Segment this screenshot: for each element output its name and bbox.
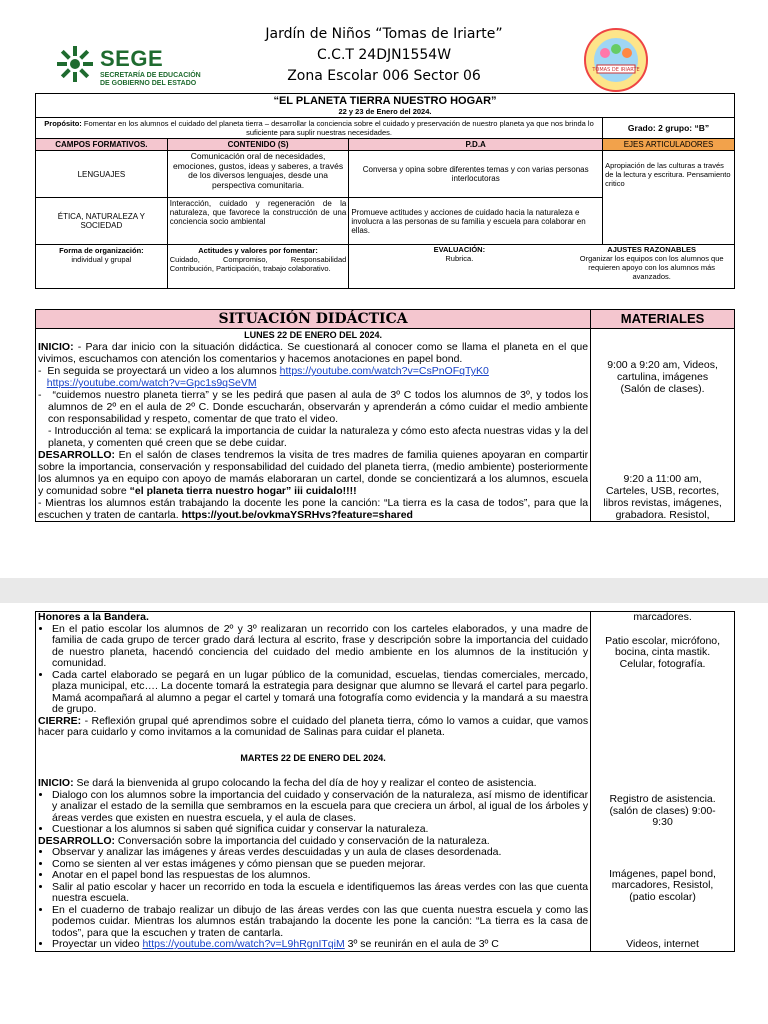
materiales-e: Videos, internet — [626, 938, 699, 950]
pda-etica: Promueve actitudes y acciones de cuidado hacia la naturaleza e involucra a las personas de su familia y escuela para colaborar en ellas. — [349, 198, 603, 245]
list-item: • Como se sienten al ver estas imágenes y cómo piensan que se pueden mejorar. — [52, 859, 588, 871]
inicio2-list — [38, 790, 588, 836]
inicio2-paragraph: INICIO: Se dará la bienvenida al grupo colocando la fecha del día de hoy y realizar el conteo de asistencia. — [38, 777, 537, 789]
materiales-col — [591, 329, 735, 522]
day2-heading: MARTES 22 DE ENERO DEL 2024. — [240, 752, 386, 763]
materiales-d: Imágenes, papel bond, marcadores, Resistol, (patio escolar) — [609, 867, 716, 903]
desarrollo2-paragraph: DESARROLLO: Conversación sobre la importancia del cuidado y conservación de la naturaleza. — [38, 834, 490, 847]
list-item: • Dialogo con los alumnos sobre la importancia del cuidado y conservación de la naturaleza, así mismo de identificar y analizar el estado de la semilla que sembramos en la escuela para que creciera un árbol, al igual de los árboles y áreas verdes que existen en nuestra escuela, y el aula de clases. — [52, 790, 588, 825]
honores-heading: Honores a la Bandera. — [38, 611, 149, 623]
campo-lenguajes: LENGUAJES — [36, 151, 168, 198]
situacion-table-continued — [35, 611, 735, 952]
actitudes-valores: Actitudes y valores por fomentar: Cuidado, Compromiso, Responsabilidad Contribución, Participación, trabajo colaborativo. — [167, 245, 349, 289]
evaluacion: EVALUACIÓN: Rubrica. — [433, 245, 486, 263]
list-item: • Cada cartel elaborado se pegará en un lugar público de la comunidad, escuelas, tiendas comerciales, mercado, plaza municipal, etc…. La docente tomará la estrategia para designar que alumno se llevará el cartel para pegarlo. Mamá acompañará al alumno a pegar el cartel y tomará una fotografía como evidencia y la mandará a su maestra de grupo. — [52, 670, 588, 716]
plan-title: “EL PLANETA TIERRA NUESTRO HOGAR” — [273, 95, 497, 107]
materiales-c: Registro de asistencia. (salón de clases) 9:00-9:30 — [609, 793, 716, 828]
list-item: • Proyectar un video https://youtube.com/watch?v=L9hRgnITqiM 3º se reunirán en el aula de 3º C — [52, 939, 588, 951]
header-campos: CAMPOS FORMATIVOS. — [36, 139, 168, 151]
video-link-1[interactable]: https://youtube.com/watch?v=CsPnOFqTyK0 — [279, 365, 489, 377]
purpose-cell — [36, 118, 603, 139]
cancion-paragraph: - Mientras los alumnos están trabajando la docente les pone la canción: “La tierra es la casa de todos”, para que la escuchen y traten de cantarla. https://yout.be/ovkmaYSRHvs?feature=shared — [38, 497, 589, 521]
video-link-3[interactable]: https://youtube.com/watch?v=L9hRgnITqiM — [142, 938, 345, 950]
cancion-link[interactable]: https://yout.be/ovkmaYSRHvs?feature=shared — [181, 509, 413, 521]
header-ejes: EJES ARTICULADORES — [603, 139, 735, 151]
video-item: - En seguida se proyectará un video a los alumnos https://youtube.com/watch?v=CsPnOFqTyK0 https://youtube.com/watch?v=Gpc1s9qSeVM — [38, 365, 489, 389]
honores-list — [38, 624, 588, 716]
eval-ajustes-cell — [349, 245, 735, 289]
svg-text:TOMAS DE IRIARTE: TOMAS DE IRIARTE — [592, 67, 640, 73]
day1-heading: LUNES 22 DE ENERO DEL 2024. — [244, 330, 382, 340]
materiales-1: 9:00 a 9:20 am, Videos, cartulina, imágenes (Salón de clases). — [607, 359, 718, 395]
contenido-etica: Interacción, cuidado y regeneración de la naturaleza, que favorece la construcción de una conciencia socio ambiental — [167, 198, 349, 245]
materiales-title: MATERIALES — [591, 310, 735, 329]
materiales-a: marcadores. — [633, 611, 692, 623]
situacion-title: SITUACIÓN DIDÁCTICA — [36, 310, 591, 329]
purpose-text: Fomentar en los alumnos el cuidado del planeta tierra – desarrollar la conciencia sobre el cuidado y preservación de nuestro planeta ya que nos brinda lo suficiente para suplir nuestras necesidades. — [83, 119, 594, 137]
sege-title: SEGE — [100, 46, 164, 71]
page-2 — [0, 603, 768, 1024]
desarrollo-paragraph: DESARROLLO: En el salón de clases tendremos la visita de tres madres de familia quienes apoyaran en compartir sobre la importancia, conservación y responsabilidad del cuidado del planeta tierra, (medio ambiente) posteriormente los alumnos ya en equipo con apoyo de mamás elaboraran un cartel, donde se concientizará a los alumnos, escuela y comunidad sobre “el planeta tierra nuestro hogar” iii cuidalo!!!! — [38, 449, 589, 497]
school-info — [0, 24, 768, 87]
forma-organizacion: Forma de organización: individual y grupal — [36, 245, 168, 289]
list-item: • En el patio escolar los alumnos de 2º y 3º realizaran un recorrido con los carteles elaborados, y una madre de familia de cada grupo de tercer grado dará lectura al escrito, frase y descripción sobre la importancia del cuidado de nuestro planeta, hacendó conciencia del cuidado del medio ambiente en los alumnos de la institución y comunidad. — [52, 624, 588, 670]
list-item: • Anotar en el papel bond las respuestas de los alumnos. — [52, 870, 588, 882]
campo-etica: ÉTICA, NATURALEZA Y SOCIEDAD — [36, 198, 168, 245]
pda-lenguajes: Conversa y opina sobre diferentes temas y con varias personas interlocutoras — [349, 151, 603, 198]
video-link-2[interactable]: https://youtube.com/watch?v=Gpc1s9qSeVM — [46, 377, 257, 389]
materiales-b: Patio escolar, micrófono, bocina, cinta mastik. Celular, fotografía. — [605, 634, 721, 670]
plan-title-cell — [36, 94, 735, 118]
situacion-content — [36, 329, 591, 522]
ajustes-razonables: AJUSTES RAZONABLES Organizar los equipos con los alumnos que requieren apoyo con los alumnos más avanzados. — [579, 245, 724, 281]
situacion-content-2 — [36, 612, 591, 952]
list-item: • Salir al patio escolar y hacer un recorrido en toda la escuela e identifiquemos las áreas verdes con las que cuenta nuestra escuela. — [52, 882, 588, 905]
intro-item: - Introducción al tema: se explicará la importancia de cuidar la naturaleza y cómo esto afecta nuestras vidas y la del planeta, y comenten qué creen que se debe cuidar. — [48, 425, 589, 449]
list-item: • Observar y analizar las imágenes y áreas verdes descuidadas y un aula de clases desordenada. — [52, 847, 588, 859]
ejes-articuladores: Apropiación de las culturas a través de la lectura y escritura. Pensamiento critico — [603, 151, 735, 245]
purpose-label: Propósito: — [44, 119, 82, 128]
list-item: • Cuestionar a los alumnos si saben qué significa cuidar y conservar la naturaleza. — [52, 824, 588, 836]
inicio-paragraph: INICIO: - Para dar inicio con la situación didáctica. Se cuestionará al conocer como se llama el planeta en el que vivimos, escuchamos con atención los comentarios y hacemos anotaciones en papel bond. — [38, 341, 589, 365]
contenido-lenguajes: Comunicación oral de necesidades, emociones, gustos, ideas y saberes, a través de los diversos lenguajes, desde una perspectiva comunitaria. — [167, 151, 349, 198]
school-cct: C.C.T 24DJN1554W — [316, 47, 452, 63]
cierre-paragraph: CIERRE: - Reflexión grupal qué aprendimos sobre el cuidado del planeta tierra, cómo lo vamos a cuidar, que vamos hacer para cuidarlo y como invitamos a la comunidad de Salinas para cuidar el planeta. — [38, 714, 589, 738]
school-name: Jardín de Niños “Tomas de Iriarte” — [265, 26, 503, 42]
grade-cell: Grado: 2 grupo: “B” — [603, 118, 735, 139]
planning-table — [35, 93, 735, 289]
sege-subtitle: SECRETARÍA DE EDUCACIÓN DE GOBIERNO DEL ESTADO — [100, 72, 201, 87]
header-pda: P.D.A — [349, 139, 603, 151]
header-contenido: CONTENIDO (S) — [167, 139, 349, 151]
list-item: • En el cuaderno de trabajo realizar un dibujo de las áreas verdes con las que cuenta nuestra escuela y como las podemos cuidar. Mientras los alumnos están trabajando la docente les pone la canción: “La tierra es la casa de todos”, para que la escuchen y traten de cantarla. — [52, 905, 588, 940]
desarrollo2-list — [38, 847, 588, 951]
school-logo-icon — [583, 27, 649, 93]
document-header — [0, 0, 768, 92]
cuidemos-item: - “cuidemos nuestro planeta tierra” y se les pedirá que pasen al aula de 3º C todos los alumnos de 3º, y todos los alumnos de 2º en el aula de 2º C. Donde escucharán, observarán y aprenderán a cómo cuidar el medio ambiente con responsabilidad y respeto, comentar de que trato el video. — [38, 389, 589, 425]
school-zone: Zona Escolar 006 Sector 06 — [287, 68, 481, 84]
materiales-2: 9:20 a 11:00 am, Carteles, USB, recortes, libros revistas, imágenes, grabadora. Resistol, — [603, 473, 722, 521]
plan-dates: 22 y 23 de Enero del 2024. — [338, 107, 432, 116]
situacion-table — [35, 309, 735, 522]
materiales-col-2 — [591, 612, 735, 952]
